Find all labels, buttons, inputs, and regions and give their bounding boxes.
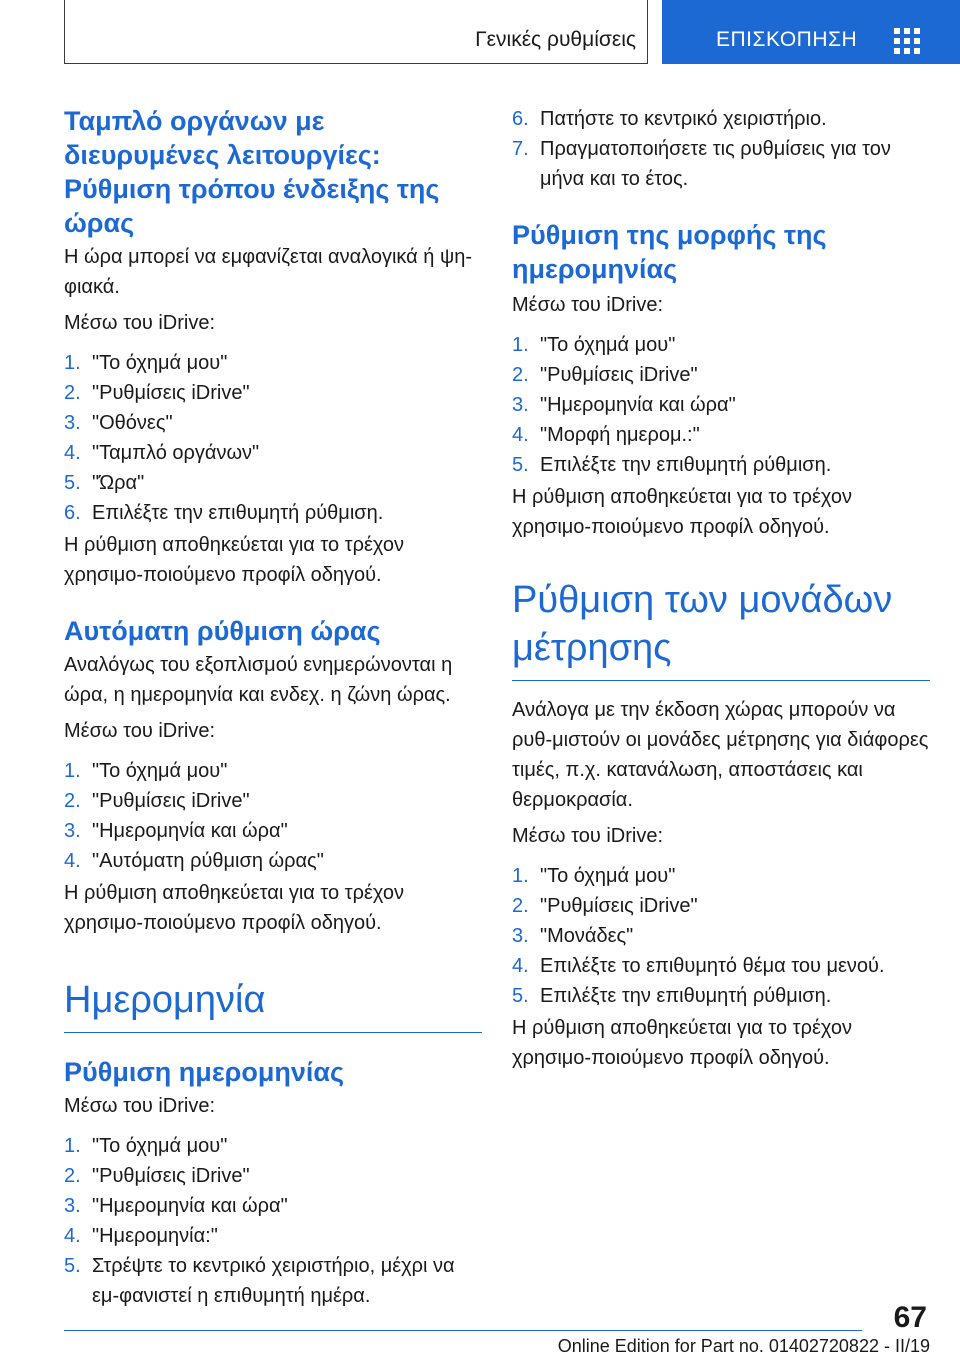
step-number: 5. — [512, 985, 529, 1007]
grid-menu-icon[interactable] — [894, 28, 920, 54]
overview-tab[interactable] — [662, 0, 960, 64]
list-item — [512, 330, 930, 360]
step-text: "Μονάδες" — [540, 925, 634, 947]
list-item — [64, 438, 482, 468]
step-number: 3. — [64, 820, 81, 842]
step-text: "Οθόνες" — [92, 412, 173, 434]
step-number: 2. — [512, 364, 529, 386]
steps-list — [512, 104, 930, 194]
step-number: 4. — [512, 955, 529, 977]
paragraph: Η ρύθμιση αποθηκεύεται για το τρέχον χρησιμο‐ποιούμενο προφίλ οδηγού. — [512, 1017, 852, 1069]
list-item — [512, 891, 930, 921]
paragraph: Μέσω του iDrive: — [64, 720, 215, 742]
paragraph: Μέσω του iDrive: — [64, 312, 215, 334]
step-text: "Ρυθμίσεις iDrive" — [92, 1165, 250, 1187]
list-item — [512, 951, 930, 981]
step-text: "Ημερομηνία και ώρα" — [540, 394, 736, 416]
step-text: "Ρυθμίσεις iDrive" — [540, 364, 698, 386]
list-item — [64, 1251, 482, 1311]
step-number: 2. — [64, 790, 81, 812]
edition-footer: Online Edition for Part no. 01402720822 - II/19 — [557, 1336, 930, 1356]
paragraph: Ανάλογα με την έκδοση χώρας μπορούν να ρυθ‐μιστούν οι μονάδες μέτρησης για διάφορες τιμές, π.χ. κατανάλωση, αποστάσεις και θερμοκρασία. — [512, 699, 929, 811]
list-item — [64, 1131, 482, 1161]
paragraph: Μέσω του iDrive: — [512, 825, 663, 847]
step-number: 2. — [512, 895, 529, 917]
list-item — [64, 756, 482, 786]
step-number: 5. — [512, 454, 529, 476]
step-text: "Το όχημά μου" — [92, 1135, 228, 1157]
step-number: 3. — [512, 925, 529, 947]
steps-list — [64, 348, 482, 528]
list-item — [64, 1221, 482, 1251]
paragraph: Αναλόγως του εξοπλισμού ενημερώνονται η ώρα, η ημερομηνία και ενδεχ. η ζώνη ώρας. — [64, 654, 453, 706]
chapter-rule — [64, 1032, 482, 1033]
list-item — [512, 104, 930, 134]
step-number: 5. — [64, 1255, 81, 1277]
step-text: Πραγματοποιήσετε τις ρυθμίσεις για τον μήνα και το έτος. — [540, 138, 891, 190]
paragraph: Η ώρα μπορεί να εμφανίζεται αναλογικά ή ψη‐φιακά. — [64, 246, 472, 298]
step-number: 6. — [64, 502, 81, 524]
step-number: 1. — [512, 334, 529, 356]
list-item — [64, 786, 482, 816]
step-number: 1. — [64, 1135, 81, 1157]
section-heading: Ρύθμιση της μορφής της ημερομηνίας — [512, 220, 827, 284]
list-item — [512, 981, 930, 1011]
step-number: 6. — [512, 108, 529, 130]
step-number: 4. — [64, 1225, 81, 1247]
step-text: "Το όχημά μου" — [540, 865, 676, 887]
step-number: 3. — [64, 1195, 81, 1217]
step-text: Στρέψτε το κεντρικό χειριστήριο, μέχρι να εμ‐φανιστεί η επιθυμητή ημέρα. — [92, 1255, 455, 1307]
step-text: "Αυτόματη ρύθμιση ώρας" — [92, 850, 324, 872]
step-number: 2. — [64, 382, 81, 404]
overview-tab-label: ΕΠΙΣΚΟΠΗΣΗ — [716, 28, 858, 51]
step-text: "Ρυθμίσεις iDrive" — [92, 790, 250, 812]
list-item — [64, 378, 482, 408]
section-heading: Αυτόματη ρύθμιση ώρας — [64, 616, 381, 646]
step-text: "Ταμπλό οργάνων" — [92, 442, 260, 464]
list-item — [64, 1161, 482, 1191]
step-text: Επιλέξτε την επιθυμητή ρύθμιση. — [540, 985, 832, 1007]
list-item — [512, 390, 930, 420]
step-text: "Το όχημά μου" — [92, 760, 228, 782]
chapter-heading: Ημερομηνία — [64, 979, 266, 1021]
step-text: Επιλέξτε την επιθυμητή ρύθμιση. — [540, 454, 832, 476]
step-number: 5. — [64, 472, 81, 494]
page-number: 67 — [893, 1301, 927, 1334]
paragraph: Η ρύθμιση αποθηκεύεται για το τρέχον χρησιμο‐ποιούμενο προφίλ οδηγού. — [64, 534, 404, 586]
list-item — [64, 816, 482, 846]
left-column — [64, 104, 482, 1311]
step-number: 1. — [512, 865, 529, 887]
step-number: 1. — [64, 352, 81, 374]
paragraph: Η ρύθμιση αποθηκεύεται για το τρέχον χρησιμο‐ποιούμενο προφίλ οδηγού. — [64, 882, 404, 934]
step-number: 4. — [512, 424, 529, 446]
step-number: 7. — [512, 138, 529, 160]
step-text: "Μορφή ημερομ.:" — [540, 424, 700, 446]
paragraph: Μέσω του iDrive: — [64, 1095, 215, 1117]
step-text: "Ώρα" — [92, 472, 145, 494]
steps-list — [512, 330, 930, 480]
list-item — [512, 360, 930, 390]
list-item — [512, 921, 930, 951]
step-text: "Ημερομηνία και ώρα" — [92, 1195, 288, 1217]
step-text: Πατήστε το κεντρικό χειριστήριο. — [540, 108, 827, 130]
step-text: Επιλέξτε την επιθυμητή ρύθμιση. — [92, 502, 384, 524]
steps-list — [64, 1131, 482, 1311]
step-text: "Ρυθμίσεις iDrive" — [540, 895, 698, 917]
step-text: Επιλέξτε το επιθυμητό θέμα του μενού. — [540, 955, 885, 977]
step-text: "Το όχημά μου" — [540, 334, 676, 356]
list-item — [512, 861, 930, 891]
list-item — [512, 450, 930, 480]
chapter-rule — [512, 680, 930, 681]
step-number: 3. — [512, 394, 529, 416]
step-text: "Το όχημά μου" — [92, 352, 228, 374]
steps-list — [512, 861, 930, 1011]
list-item — [64, 468, 482, 498]
step-number: 4. — [64, 442, 81, 464]
step-text: "Ημερομηνία και ώρα" — [92, 820, 288, 842]
paragraph: Η ρύθμιση αποθηκεύεται για το τρέχον χρησιμο‐ποιούμενο προφίλ οδηγού. — [512, 486, 852, 538]
list-item — [512, 420, 930, 450]
footer-rule — [64, 1330, 862, 1331]
list-item — [64, 1191, 482, 1221]
section-heading: Ταμπλό οργάνων με διευρυμένες λειτουργίες: Ρύθμιση τρόπου ένδειξης της ώρας — [64, 106, 440, 238]
right-column — [512, 104, 930, 1073]
list-item — [64, 498, 482, 528]
steps-list — [64, 756, 482, 876]
step-text: "Ρυθμίσεις iDrive" — [92, 382, 250, 404]
header-section-title: Γενικές ρυθμίσεις — [475, 28, 636, 51]
list-item — [64, 408, 482, 438]
paragraph: Μέσω του iDrive: — [512, 294, 663, 316]
section-heading: Ρύθμιση ημερομηνίας — [64, 1057, 344, 1087]
step-number: 3. — [64, 412, 81, 434]
list-item — [64, 846, 482, 876]
step-number: 2. — [64, 1165, 81, 1187]
list-item — [64, 348, 482, 378]
step-number: 4. — [64, 850, 81, 872]
step-number: 1. — [64, 760, 81, 782]
step-text: "Ημερομηνία:" — [92, 1225, 218, 1247]
chapter-heading: Ρύθμιση των μονάδων μέτρησης — [512, 579, 893, 669]
list-item — [512, 134, 930, 194]
